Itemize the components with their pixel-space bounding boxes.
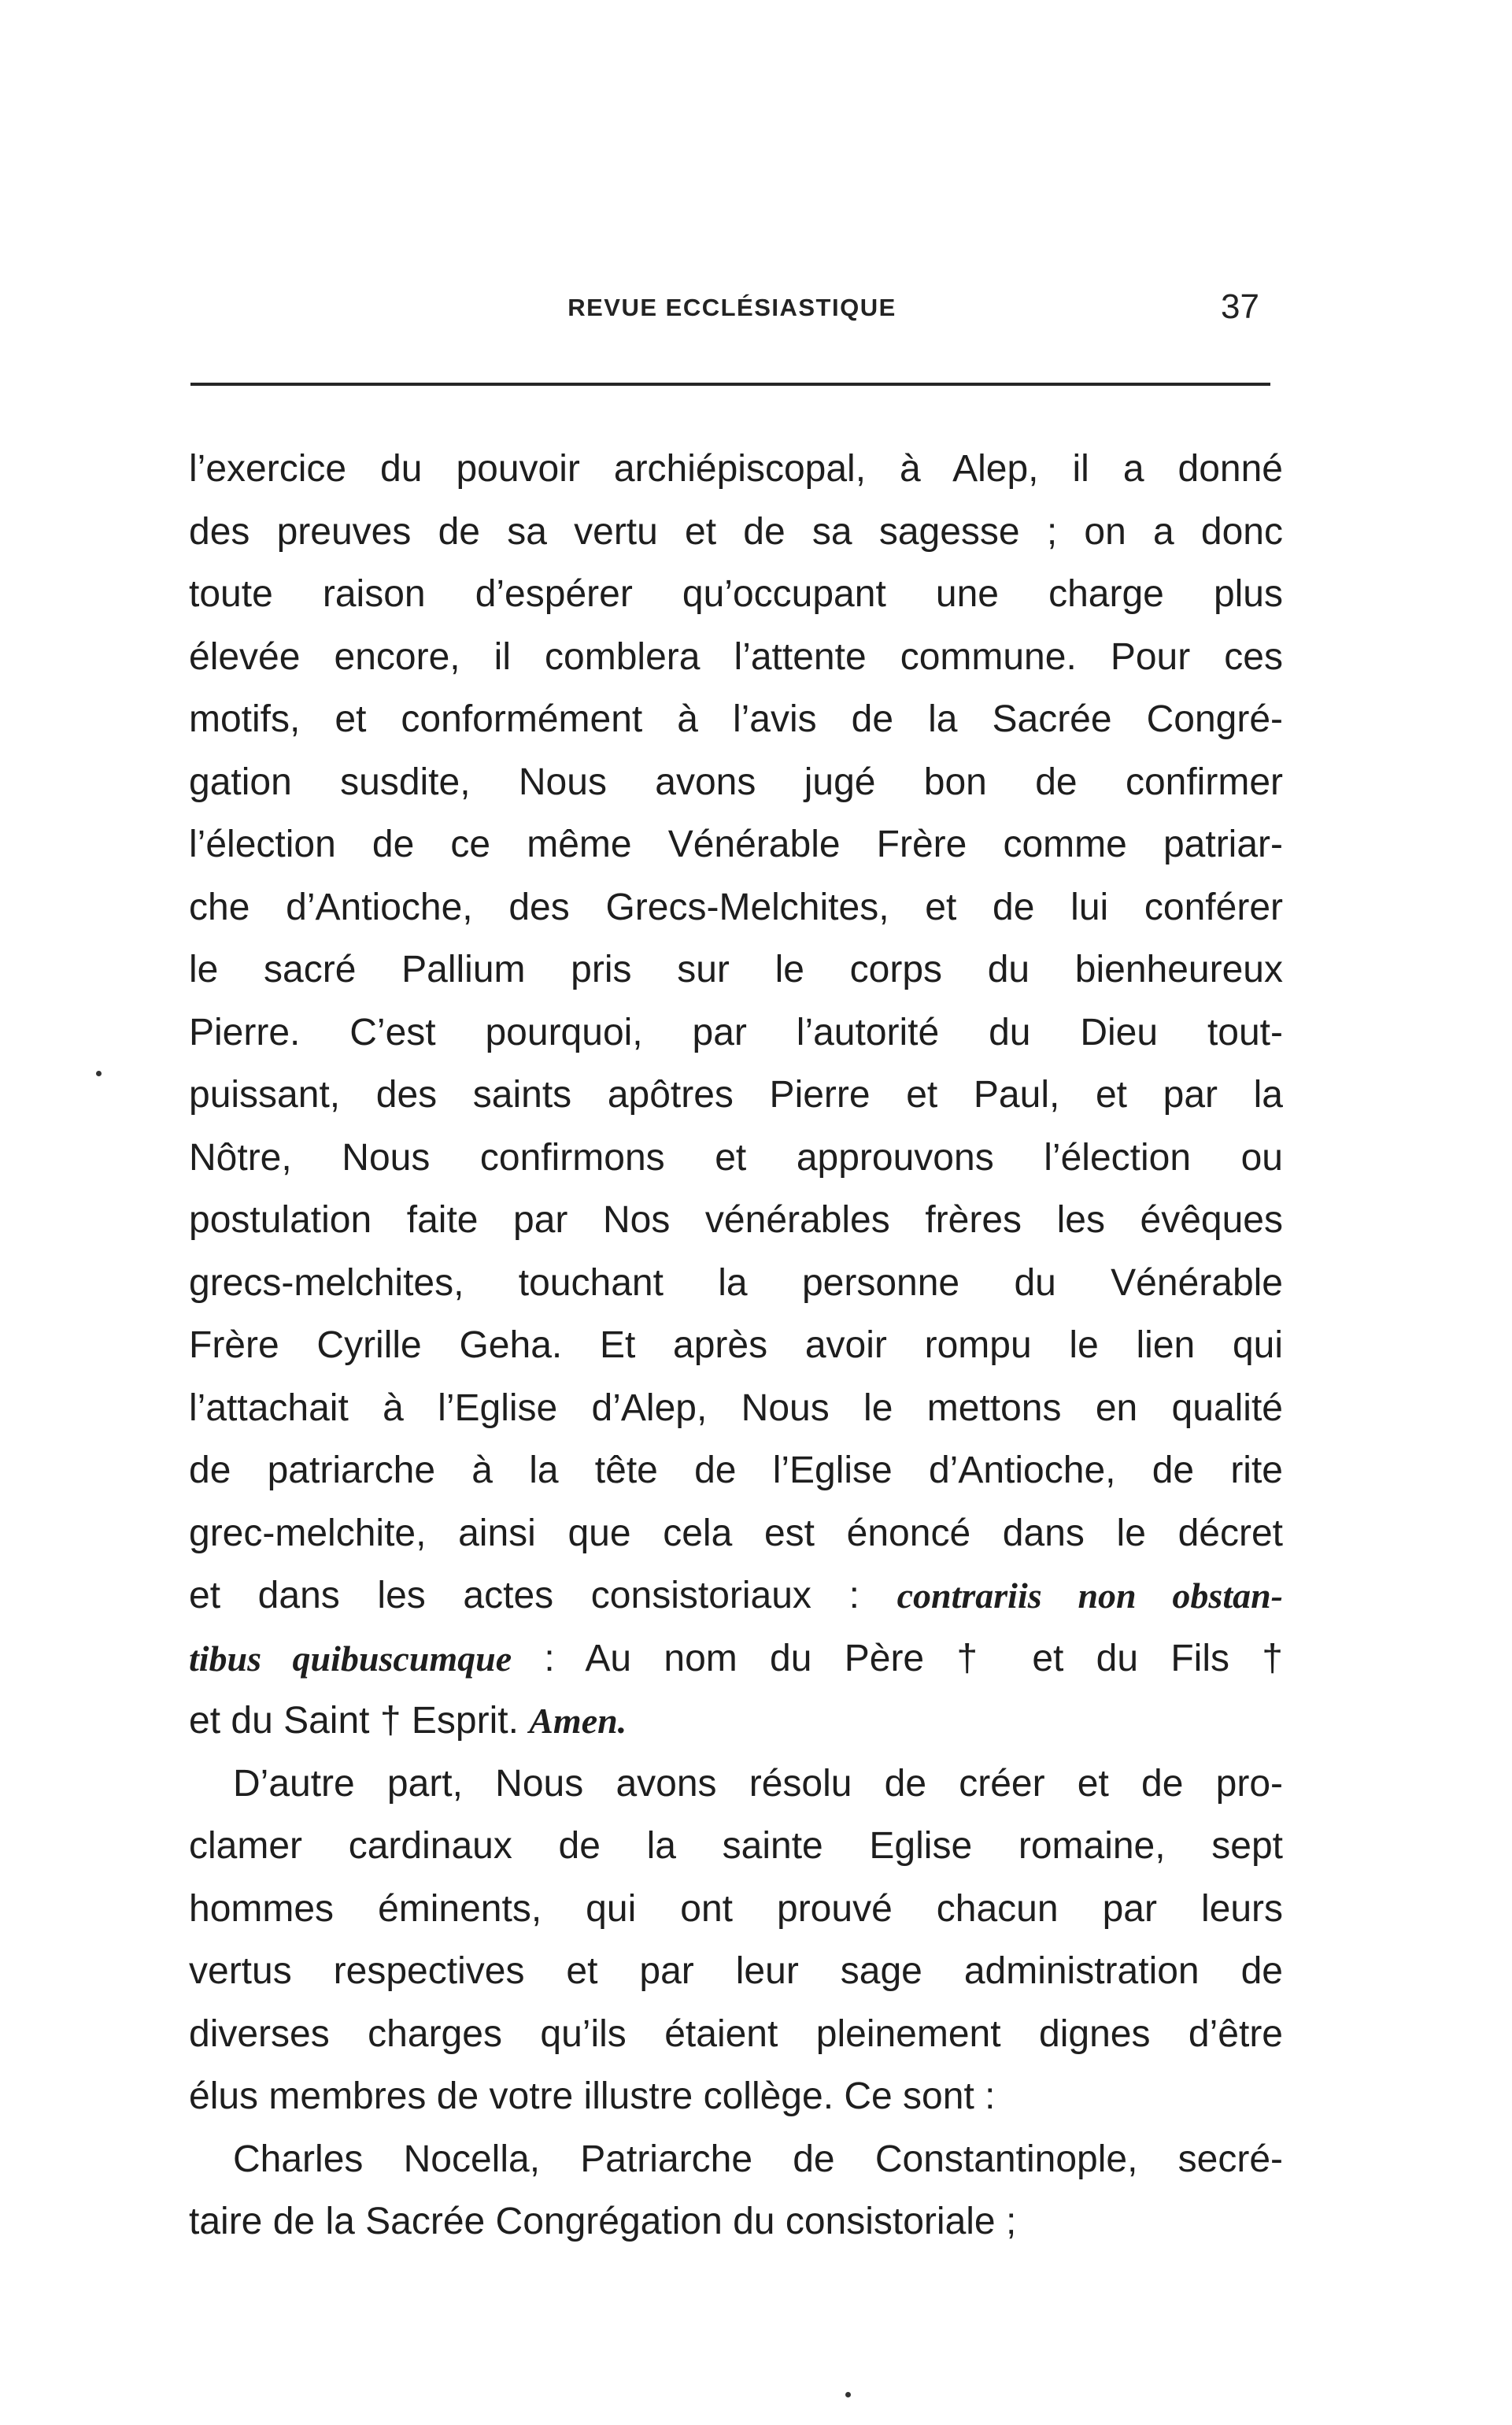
margin-speck <box>96 1071 102 1076</box>
text-line-3: toute raison d’espérer qu’occupant une charge plus <box>189 573 1283 615</box>
text-segment: et dans les actes consistoriaux : <box>189 1575 860 1616</box>
text-line-2: des preuves de sa vertu et de sa sagesse ; on a donc <box>189 510 1283 553</box>
text-line-10: Pierre. C’est pourquoi, par l’autorité du Dieu tout- <box>189 1011 1283 1053</box>
text-line-7: l’élection de ce même Vénérable Frère comme patriar- <box>189 824 1283 865</box>
running-title: REVUE ECCLÉSIASTIQUE <box>567 294 896 321</box>
text-line-11: puissant, des saints apôtres Pierre et Paul, et par la <box>189 1074 1283 1116</box>
text-line-22: D’autre part, Nous avons résolu de créer et de pro- <box>233 1762 1283 1805</box>
text-line-19 <box>189 1564 1283 1627</box>
text-line-17: de patriarche à la tête de l’Eglise d’Antioche, de rite <box>189 1449 1283 1491</box>
latin-phrase: contrariis non obstan- <box>896 1575 1284 1616</box>
text-line-18: grec-melchite, ainsi que cela est énoncé dans le décret <box>189 1512 1283 1554</box>
text-segment: et du Saint † Esprit. <box>189 1700 519 1742</box>
text-line-5: motifs, et conformément à l’avis de la Sacrée Congré- <box>189 698 1283 740</box>
text-line-4: élevée encore, il comblera l’attente commune. Pour ces <box>189 635 1283 678</box>
text-line-6: gation susdite, Nous avons jugé bon de confirmer <box>189 761 1283 803</box>
text-line-25: vertus respectives et par leur sage administration de <box>189 1950 1283 1992</box>
text-line-27: élus membres de votre illustre collège. Ce sont : <box>189 2075 996 2117</box>
text-line-12: Nôtre, Nous confirmons et approuvons l’élection ou <box>189 1136 1283 1179</box>
text-line-24: hommes éminents, qui ont prouvé chacun par leurs <box>189 1887 1283 1930</box>
page-number: 37 <box>1221 287 1259 326</box>
text-line-15: Frère Cyrille Geha. Et après avoir rompu le lien qui <box>189 1324 1283 1366</box>
text-line-28: Charles Nocella, Patriarche de Constantinople, secré- <box>233 2138 1283 2180</box>
text-line-20 <box>189 1627 1283 1690</box>
latin-phrase-cont: tibus quibuscumque <box>189 1638 512 1679</box>
running-head <box>189 287 1275 335</box>
text-segment: : Au nom du Père † et du Fils † <box>544 1637 1283 1679</box>
text-line-14: grecs-melchites, touchant la personne du Vénérable <box>189 1261 1283 1304</box>
text-line-16: l’attachait à l’Eglise d’Alep, Nous le mettons en qualité <box>189 1387 1283 1429</box>
text-line-8: che d’Antioche, des Grecs-Melchites, et de lui conférer <box>189 886 1283 928</box>
text-line-26: diverses charges qu’ils étaient pleinement dignes d’être <box>189 2012 1283 2055</box>
amen: Amen. <box>529 1701 627 1741</box>
text-line-29: taire de la Sacrée Congrégation du consistoriale ; <box>189 2201 1017 2242</box>
text-line-21 <box>189 1690 1283 1753</box>
header-rule <box>190 383 1270 386</box>
text-line-13: postulation faite par Nos vénérables frères les évêques <box>189 1199 1283 1241</box>
text-line-9: le sacré Pallium pris sur le corps du bienheureux <box>189 949 1283 990</box>
bottom-speck <box>845 2392 851 2397</box>
text-line-1: l’exercice du pouvoir archiépiscopal, à Alep, il a donné <box>189 448 1283 490</box>
text-line-23: clamer cardinaux de la sainte Eglise romaine, sept <box>189 1825 1283 1867</box>
body-text <box>189 438 1283 2253</box>
